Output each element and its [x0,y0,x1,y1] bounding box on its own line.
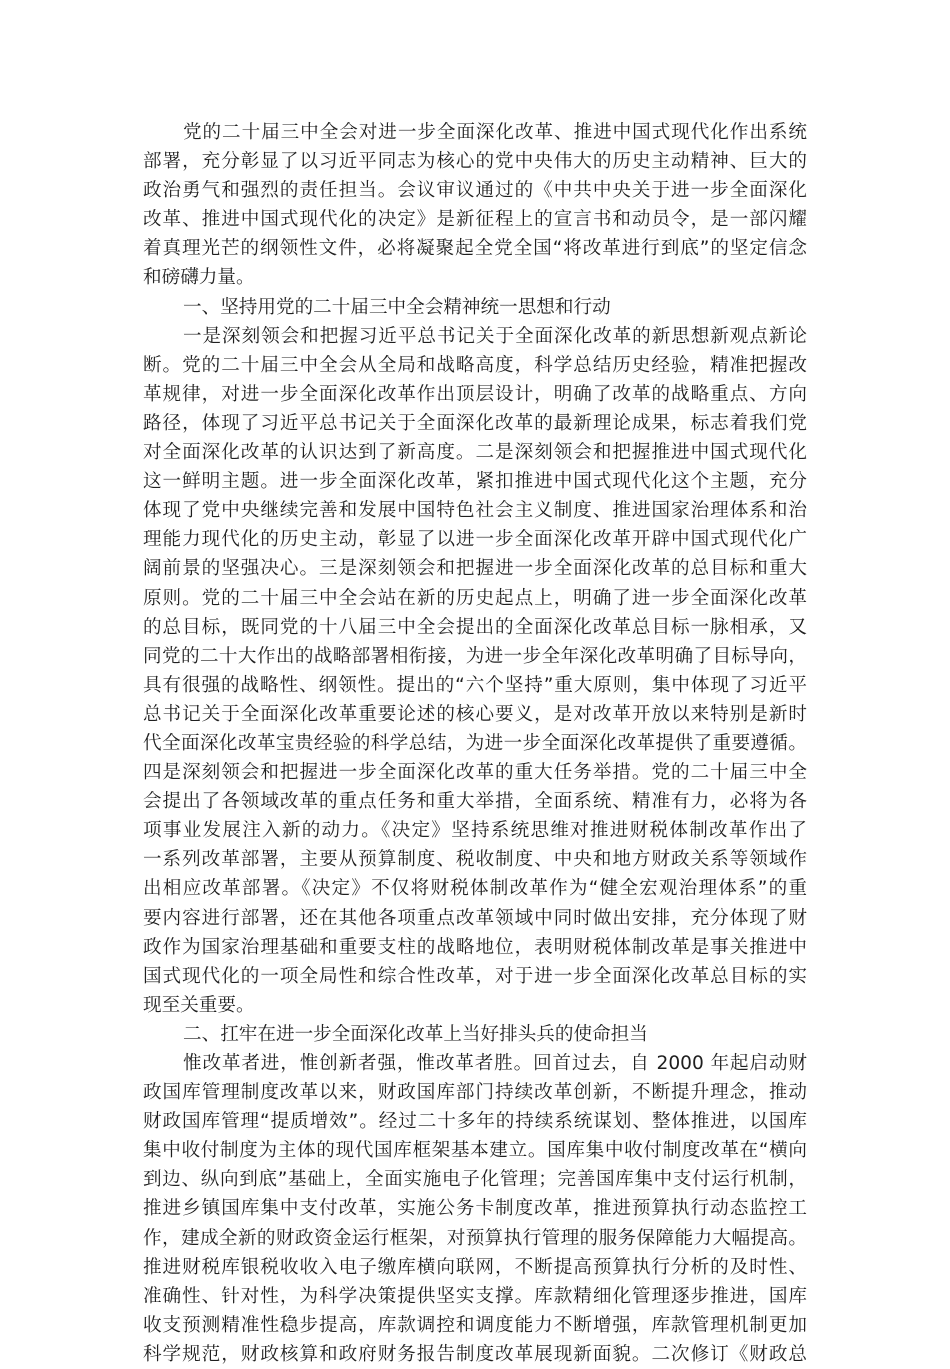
paragraph-line: 部署，充分彰显了以习近平同志为核心的党中央伟大的历史主动精神、巨大的 [143,151,807,173]
paragraph-line: 要内容进行部署，还在其他各项重点改革领域中同时做出安排，充分体现了财 [143,907,807,929]
paragraph-line: 代全面深化改革宝贵经验的科学总结，为进一步全面深化改革提供了重要遵循。 [143,732,807,754]
paragraph-line: 项事业发展注入新的动力。《决定》坚持系统思维对推进财税体制改革作出了 [143,820,807,842]
section-heading: 一、坚持用党的二十届三中全会精神统一思想和行动 [183,296,611,318]
paragraph-line: 理能力现代化的历史主动，彰显了以进一步全面深化改革开辟中国式现代化广 [143,529,807,551]
paragraph-line: 四是深刻领会和把握进一步全面深化改革的重大任务举措。党的二十届三中全 [143,762,807,784]
paragraph-line: 革规律，对进一步全面深化改革作出顶层设计，明确了改革的战略重点、方向 [143,383,807,405]
paragraph-line: 断。党的二十届三中全会从全局和战略高度，科学总结历史经验，精准把握改 [143,354,807,376]
section-heading: 二、扛牢在进一步全面深化改革上当好排头兵的使命担当 [183,1023,648,1045]
paragraph-line: 对全面深化改革的认识达到了新高度。二是深刻领会和把握推进中国式现代化 [143,442,807,464]
paragraph-line: 体现了党中央继续完善和发展中国特色社会主义制度、推进国家治理体系和治 [143,500,807,522]
paragraph-line: 总书记关于全面深化改革重要论述的核心要义，是对改革开放以来特别是新时 [143,703,807,725]
paragraph-line: 和磅礴力量。 [143,267,255,289]
paragraph-line: 原则。党的二十届三中全会站在新的历史起点上，明确了进一步全面深化改革 [143,587,807,609]
paragraph-line: 现至关重要。 [143,994,255,1016]
paragraph-line: 收支预测精准性稳步提高，库款调控和调度能力不断增强，库款管理机制更加 [143,1314,807,1336]
paragraph-line: 改革、推进中国式现代化的决定》是新征程上的宣言书和动员令，是一部闪耀 [143,209,807,231]
paragraph-line: 具有很强的战略性、纲领性。提出的“六个坚持”重大原则，集中体现了习近平 [143,674,807,696]
paragraph-line: 同党的二十大作出的战略部署相衔接，为进一步全年深化改革明确了目标导向， [143,645,807,667]
paragraph-line: 财政国库管理“提质增效”。经过二十多年的持续系统谋划、整体推进，以国库 [143,1111,807,1133]
paragraph-line: 惟改革者进，惟创新者强，惟改革者胜。回首过去，自 2000 年起启动财 [183,1053,807,1074]
paragraph-line: 的总目标，既同党的十八届三中全会提出的全面深化改革总目标一脉相承，又 [143,616,807,638]
paragraph-line: 准确性、针对性，为科学决策提供坚实支撑。库款精细化管理逐步推进，国库 [143,1285,807,1307]
paragraph-line: 这一鲜明主题。进一步全面深化改革，紧扣推进中国式现代化这个主题，充分 [143,471,807,493]
paragraph-line: 政作为国家治理基础和重要支柱的战略地位，表明财税体制改革是事关推进中 [143,936,807,958]
paragraph-line: 政治勇气和强烈的责任担当。会议审议通过的《中共中央关于进一步全面深化 [143,180,807,202]
paragraph-line: 政国库管理制度改革以来，财政国库部门持续改革创新，不断提升理念，推动 [143,1082,807,1104]
paragraph-line: 集中收付制度为主体的现代国库框架基本建立。国库集中收付制度改革在“横向 [143,1140,807,1162]
paragraph-line: 推进乡镇国库集中支付改革，实施公务卡制度改革，推进预算执行动态监控工 [143,1198,807,1220]
document-body [143,118,807,1369]
paragraph-line: 着真理光芒的纲领性文件，必将凝聚起全党全国“将改革进行到底”的坚定信念 [143,238,807,260]
paragraph-line: 推进财税库银税收收入电子缴库横向联网，不断提高预算执行分析的及时性、 [143,1256,807,1278]
paragraph-line: 会提出了各领域改革的重点任务和重大举措，全面系统、精准有力，必将为各 [143,791,807,813]
paragraph-line: 阔前景的坚强决心。三是深刻领会和把握进一步全面深化改革的总目标和重大 [143,558,807,580]
paragraph-line: 作，建成全新的财政资金运行框架，对预算执行管理的服务保障能力大幅提高。 [143,1227,807,1249]
paragraph-line: 一是深刻领会和把握习近平总书记关于全面深化改革的新思想新观点新论 [183,325,807,347]
paragraph-line: 科学规范，财政核算和政府财务报告制度改革展现新面貌。二次修订《财政总 [143,1343,807,1365]
paragraph-line: 到边、纵向到底”基础上，全面实施电子化管理；完善国库集中支付运行机制， [143,1169,807,1191]
paragraph-line: 出相应改革部署。《决定》不仅将财税体制改革作为“健全宏观治理体系”的重 [143,878,807,900]
paragraph-line: 党的二十届三中全会对进一步全面深化改革、推进中国式现代化作出系统 [183,122,807,143]
paragraph-line: 路径，体现了习近平总书记关于全面深化改革的最新理论成果，标志着我们党 [143,412,807,434]
paragraph-line: 一系列改革部署，主要从预算制度、税收制度、中央和地方财政关系等领域作 [143,849,807,871]
paragraph-line: 国式现代化的一项全局性和综合性改革，对于进一步全面深化改革总目标的实 [143,965,807,987]
